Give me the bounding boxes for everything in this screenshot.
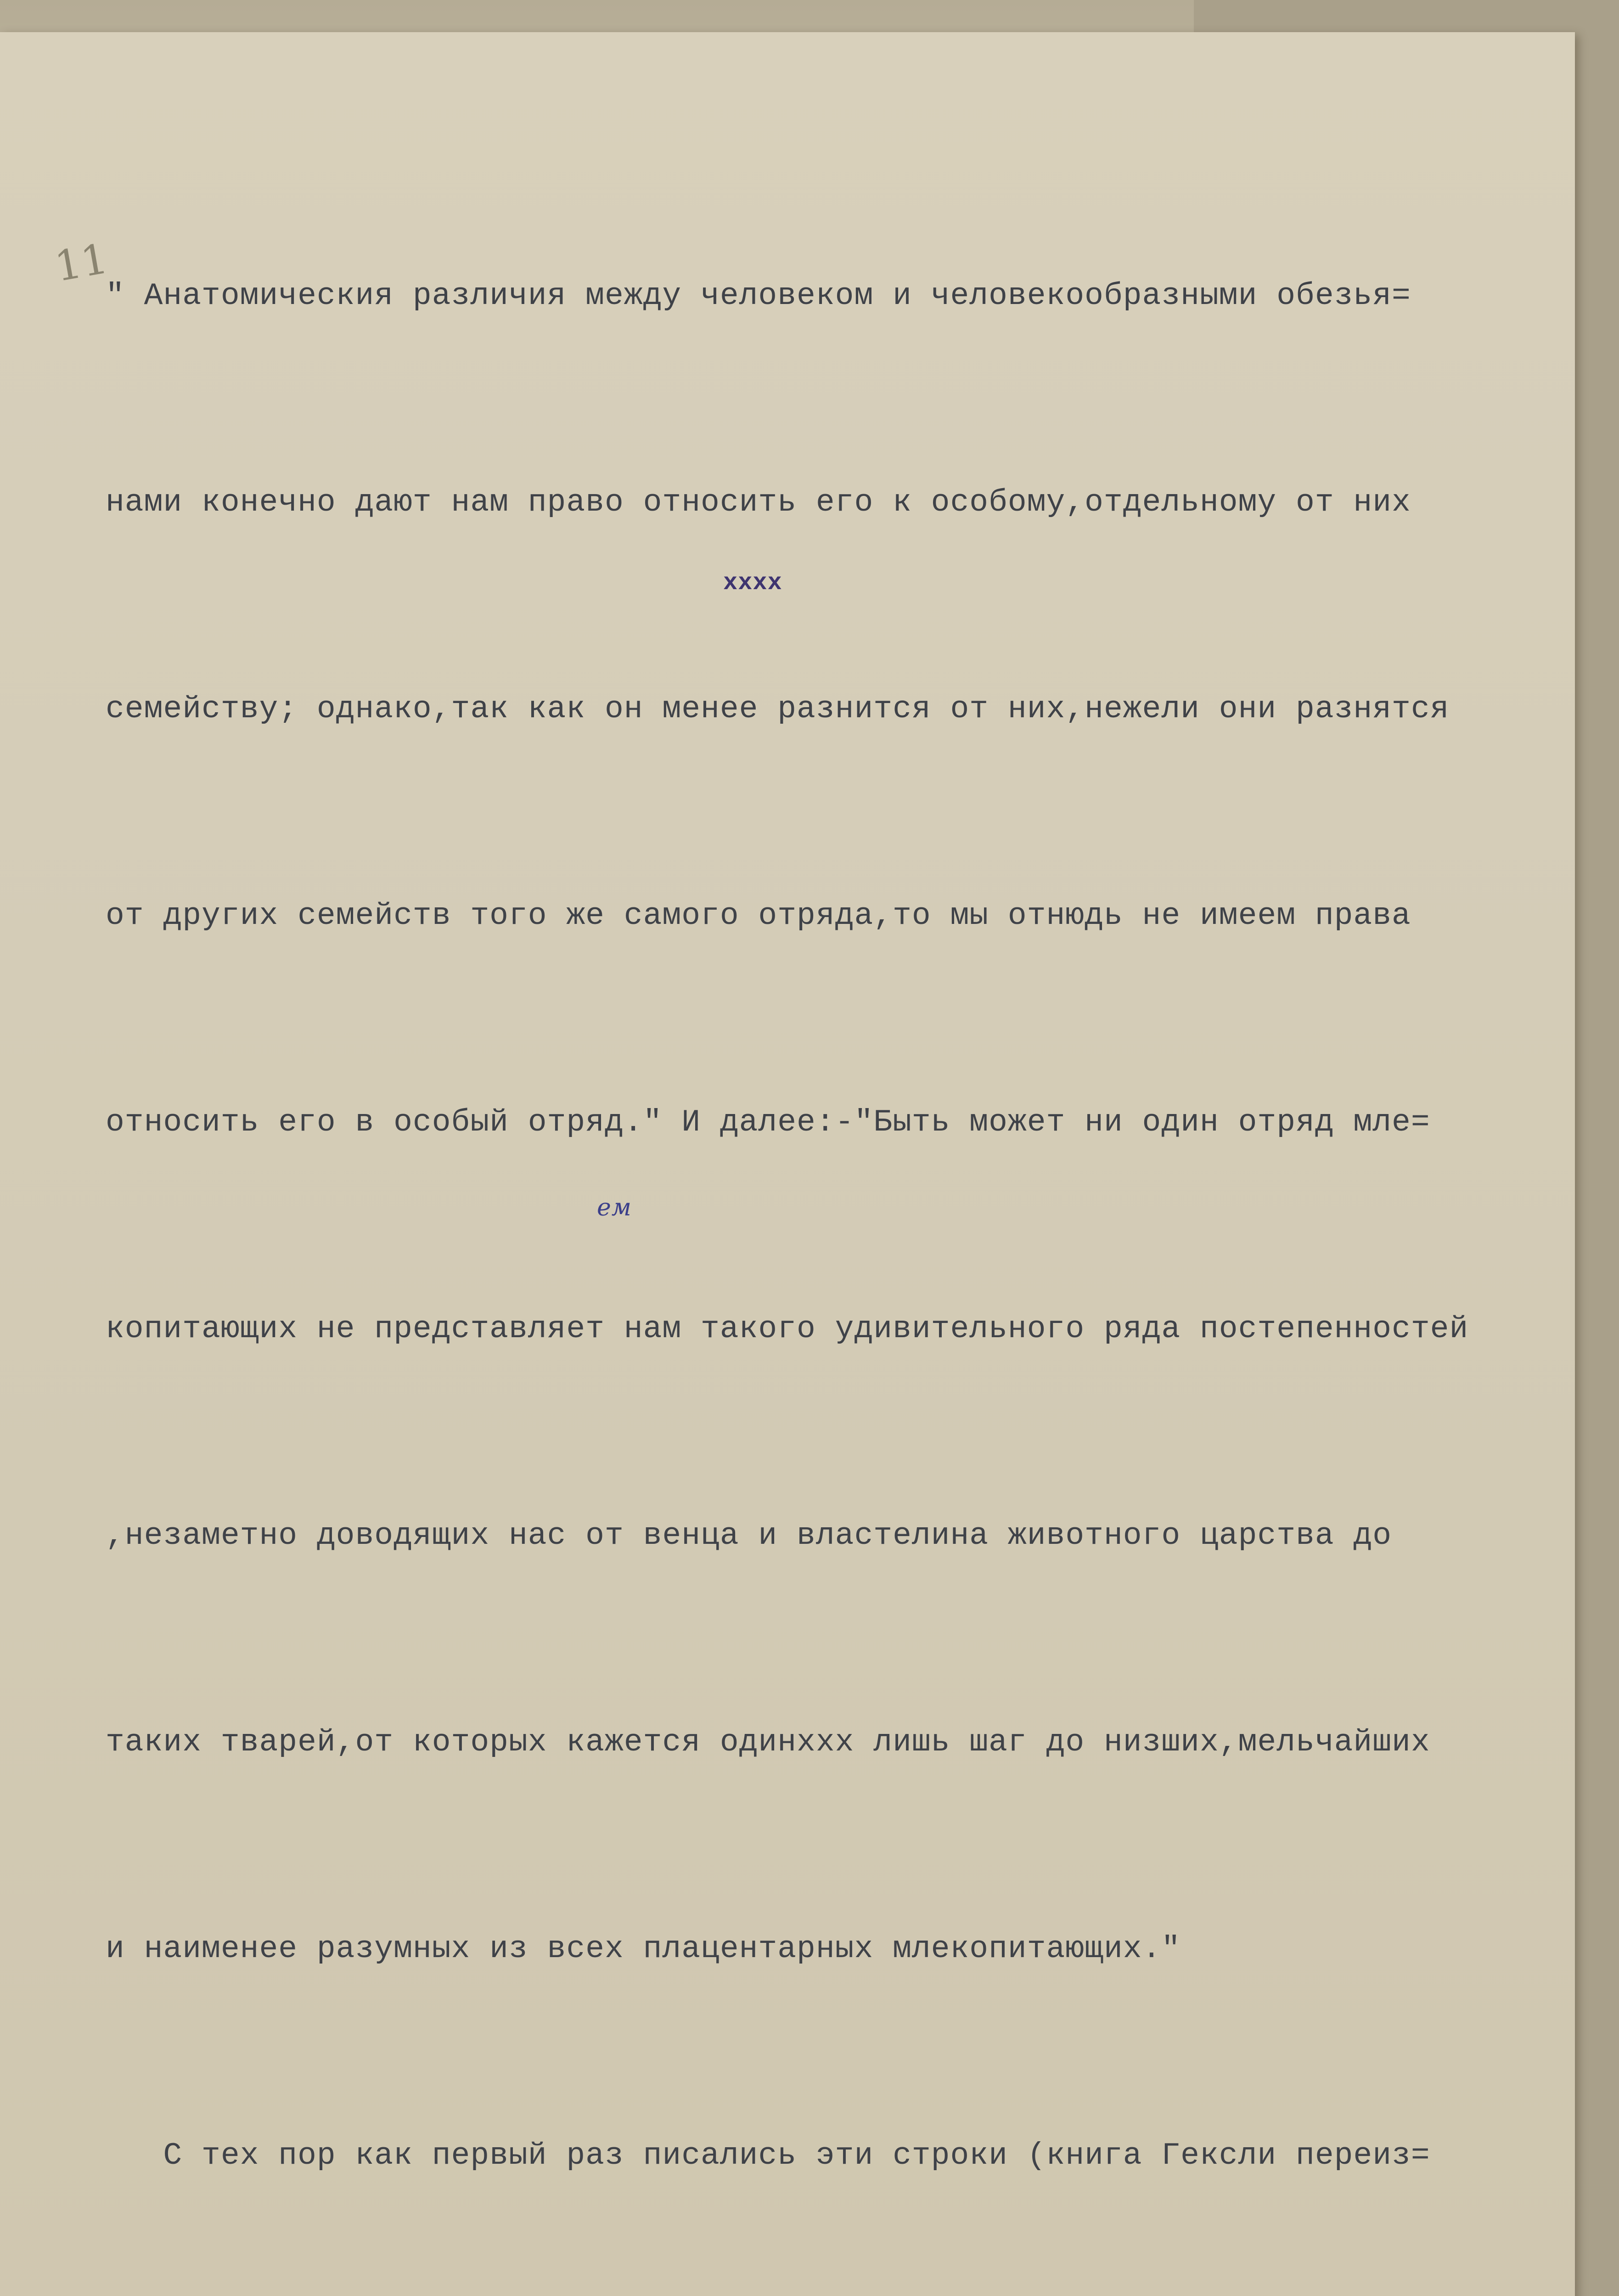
text-line: и наименее разумных из всех плацентарных млекопитающих." [106, 1931, 1181, 1967]
text-line: нами конечно дают нам право относить его к особому,отдельному от них [106, 485, 1411, 520]
text-line: ,незаметно доводящих нас от венца и властелина животного царства до [106, 1518, 1392, 1553]
text-line: таких тварей,от которых кажется одинххх лишь шаг до низших,мельчайших [106, 1725, 1430, 1760]
text-line: " Анатомическия различия между человеком и человекообразными обезья= [106, 278, 1411, 314]
text-line: С тех пор как первый раз писались эти строки (книга Гексли переиз= [106, 2138, 1430, 2173]
handwritten-correction: ем [597, 1194, 632, 1221]
text-line: семейству; однако,так как он менее разнится от них,нежели они разнятся [106, 692, 1450, 727]
typewritten-text [106, 124, 1584, 2296]
text-line: от других семейств того же самого отряда,то мы отнюдь не имеем права [106, 898, 1411, 934]
text-line: относить его в особый отряд." И далее:-"Быть может ни один отряд мле= [106, 1105, 1430, 1140]
text-line: копитающих не представляет нам такого удивительного ряда постепенностей [106, 1311, 1469, 1347]
overtyped-strikeout: хххх [723, 569, 782, 597]
margin-pencil-mark: 11 [51, 234, 112, 292]
